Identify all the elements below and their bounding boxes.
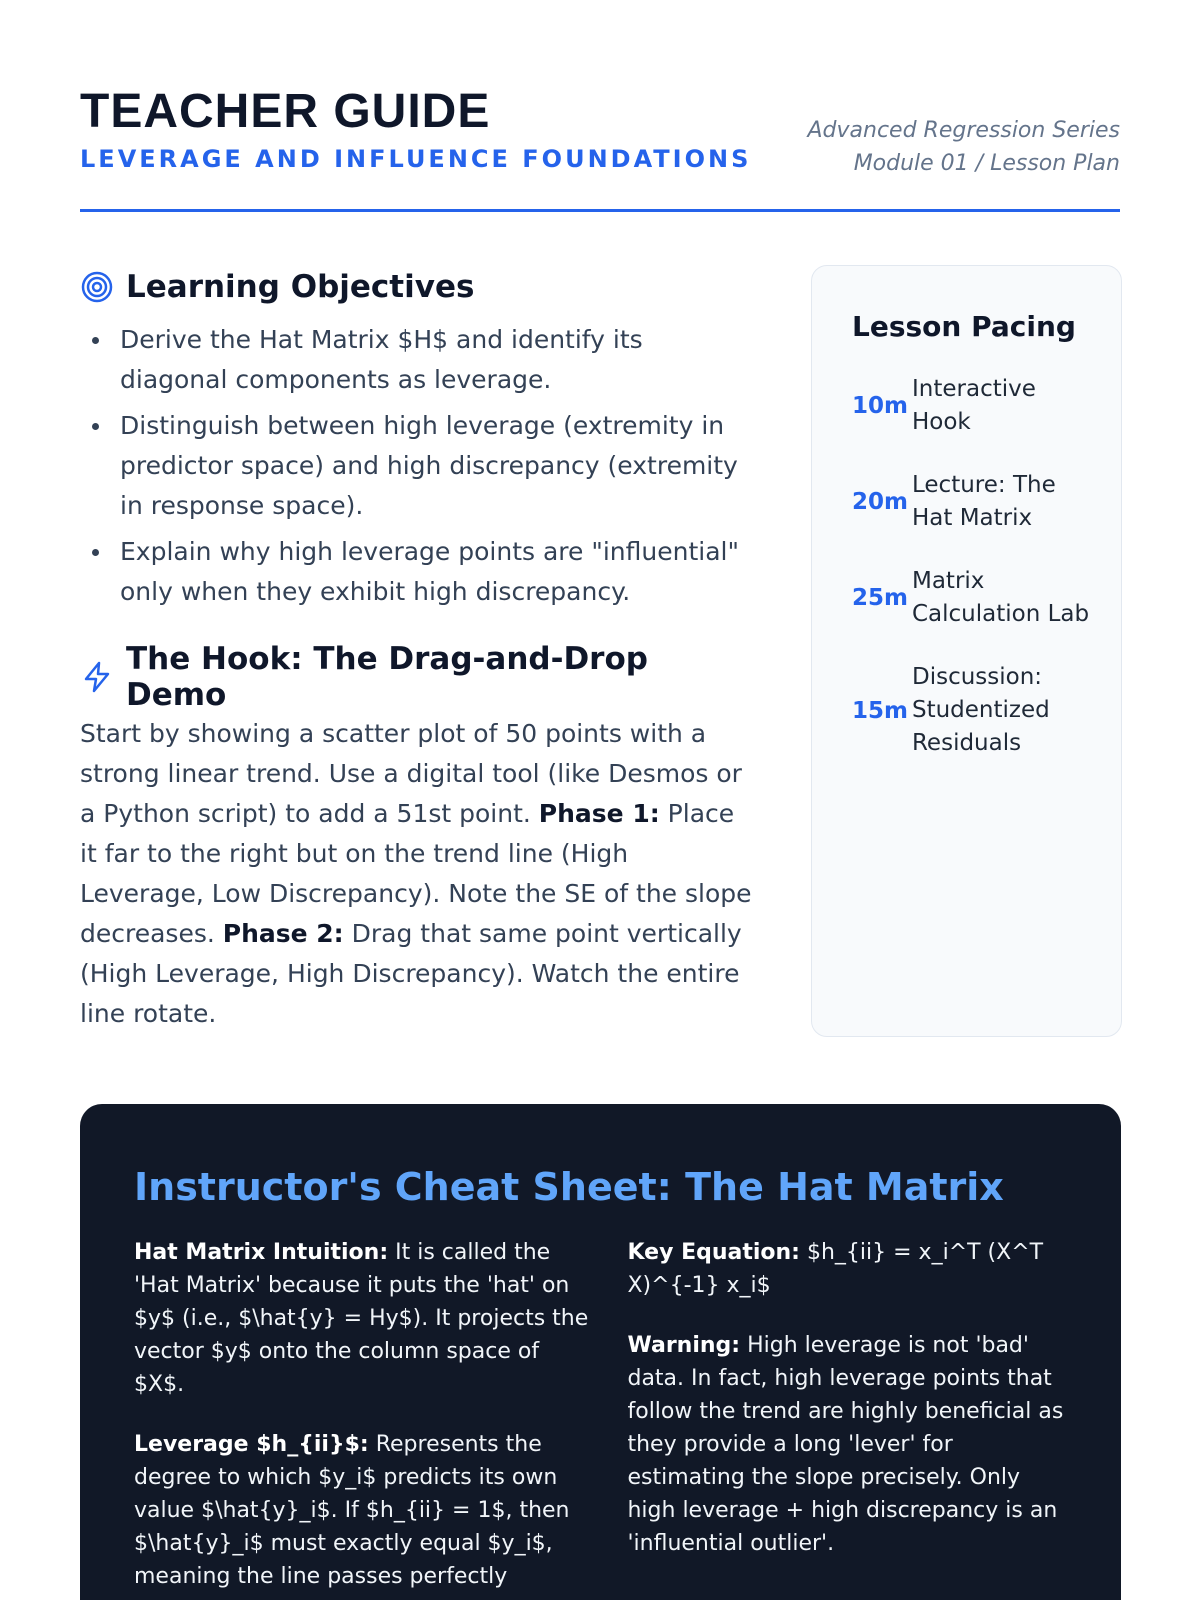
equation-label: Key Equation: (627, 1240, 800, 1265)
pacing-item (852, 373, 1101, 439)
lesson-pacing-card (811, 265, 1122, 1037)
pacing-item (852, 469, 1101, 535)
list-item: Derive the Hat Matrix $H$ and identify its diagonal components as leverage. (80, 320, 752, 400)
pacing-label: Interactive Hook (911, 376, 1036, 435)
hook-header (80, 641, 752, 713)
list-item: Distinguish between high leverage (extremity in predictor space) and high discrepancy (extremity in response space). (80, 406, 752, 526)
pacing-time: 20m (852, 489, 908, 515)
cheat-sheet-title: Instructor's Cheat Sheet: The Hat Matrix (134, 1165, 1004, 1209)
module-label: Module 01 / Lesson Plan (853, 151, 1120, 176)
page-header (80, 86, 1120, 212)
warning-label: Warning: (627, 1333, 741, 1358)
hook-paragraph (80, 714, 752, 1034)
pacing-title: Lesson Pacing (852, 310, 1076, 343)
page-title: TEACHER GUIDE (80, 85, 491, 138)
pacing-item (852, 661, 1101, 760)
pacing-time: 25m (852, 585, 908, 611)
pacing-item (852, 565, 1101, 631)
header-meta (807, 114, 1120, 180)
intuition-label: Hat Matrix Intuition: (134, 1240, 389, 1265)
intuition-paragraph (134, 1236, 593, 1401)
page-subtitle: LEVERAGE AND INFLUENCE FOUNDATIONS (80, 145, 752, 173)
hook-intro: Start by showing a scatter plot of 50 points with a strong linear trend. Use a digital tool (like Desmos or a Python script) to add a 51st point. (80, 719, 742, 828)
hook-title: The Hook: The Drag-and-Drop Demo (126, 641, 648, 713)
leverage-label: Leverage $h_{ii}$: (134, 1432, 369, 1457)
objectives-title: Learning Objectives (126, 269, 475, 305)
pacing-label: Lecture: The Hat Matrix (911, 472, 1056, 531)
objectives-header (80, 262, 752, 312)
main-column (80, 262, 752, 1034)
phase2-text: Drag that same point vertically (High Leverage, High Discrepancy). Watch the entire line rotate. (80, 919, 742, 1028)
cheat-sheet-panel (80, 1104, 1121, 1600)
cheat-sheet-right-column (627, 1236, 1067, 1600)
pacing-label: Matrix Calculation Lab (911, 568, 1090, 627)
pacing-time: 10m (852, 393, 908, 419)
warning-paragraph (627, 1329, 1067, 1560)
cheat-sheet-columns (134, 1236, 1067, 1600)
cheat-sheet-left-column (134, 1236, 593, 1600)
phase1-label: Phase 1: (538, 799, 660, 828)
objectives-list (80, 320, 752, 612)
leverage-text: Represents the degree to which $y_i$ predicts its own value $\hat{y}_i$. If $h_{ii} = 1$, then $\hat{y}_i$ must exactly equal $y_i$, meaning the line passes perfectly (134, 1432, 570, 1589)
target-icon (80, 270, 114, 304)
list-item: Explain why high leverage points are "influential" only when they exhibit high discrepancy. (80, 532, 752, 612)
leverage-paragraph (134, 1428, 593, 1593)
equation-text: $h_{ii} = x_i^T (X^T X)^{-1} x_i$ (627, 1240, 1044, 1298)
equation-paragraph (627, 1236, 1067, 1302)
series-label: Advanced Regression Series (807, 118, 1120, 143)
phase1-text: Place it far to the right but on the trend line (High Leverage, Low Discrepancy). Note the SE of the slope decreases. (80, 799, 752, 948)
lightning-icon (80, 660, 114, 694)
warning-text: High leverage is not 'bad' data. In fact, high leverage points that follow the trend are highly beneficial as they provide a long 'lever' for estimating the slope precisely. Only high leverage + high discrepancy is an 'influential outlier'. (627, 1333, 1064, 1556)
pacing-label: Discussion: Studentized Residuals (911, 664, 1050, 756)
phase2-label: Phase 2: (222, 919, 344, 948)
intuition-text: It is called the 'Hat Matrix' because it puts the 'hat' on $y$ (i.e., $\hat{y} = Hy$). It projects the vector $y$ onto the column space of $X$. (134, 1240, 589, 1397)
pacing-time: 15m (852, 697, 908, 724)
